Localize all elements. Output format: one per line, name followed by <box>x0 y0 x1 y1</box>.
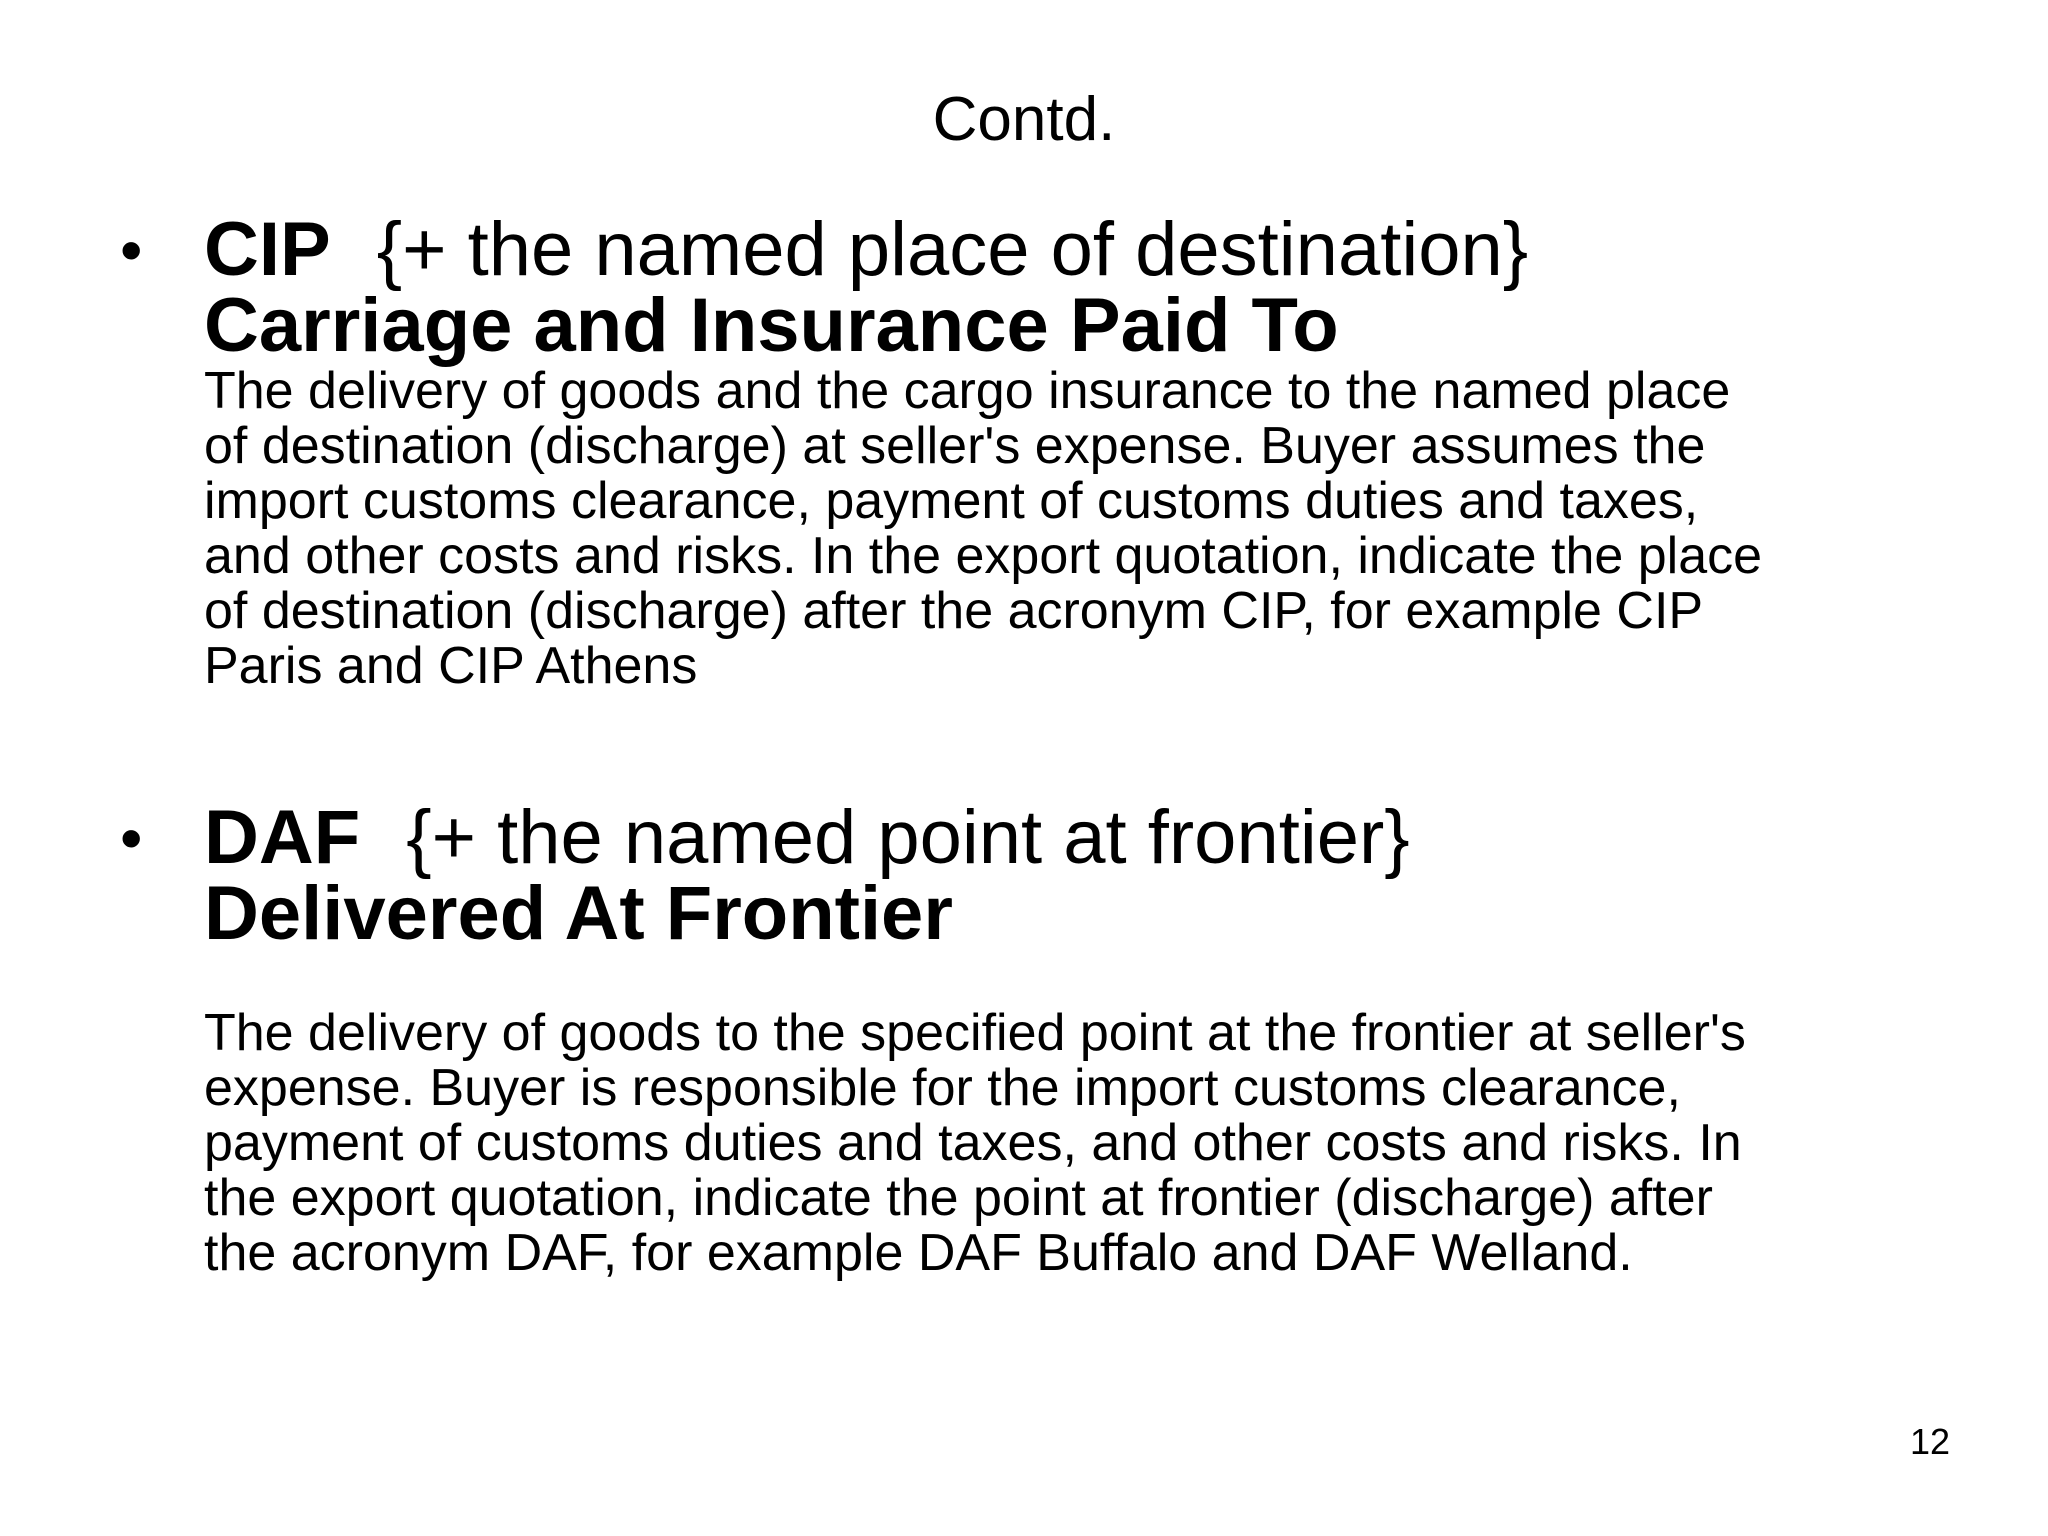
term-full-name: Carriage and Insurance Paid To <box>204 283 1339 368</box>
bullet-content <box>204 207 2024 695</box>
description-line: expense. Buyer is responsible for the import customs clearance, <box>204 1059 1681 1117</box>
term-code: DAF <box>204 795 361 880</box>
description-line: of destination (discharge) after the acronym CIP, for example CIP <box>204 582 1704 640</box>
bullet-content <box>204 795 2024 1282</box>
description-line: and other costs and risks. In the export quotation, indicate the place <box>204 527 1763 585</box>
description-line: of destination (discharge) at seller's expense. Buyer assumes the <box>204 417 1706 475</box>
term-description <box>204 1006 2024 1281</box>
description-line: payment of customs duties and taxes, and other costs and risks. In <box>204 1114 1742 1172</box>
bullet-dot: • <box>120 802 143 874</box>
term-full-name: Delivered At Frontier <box>204 871 953 956</box>
term-qualifier: {+ the named place of destination} <box>376 207 1529 292</box>
description-line: the acronym DAF, for example DAF Buffalo and DAF Welland. <box>204 1224 1633 1282</box>
description-line: import customs clearance, payment of customs duties and taxes, <box>204 472 1699 530</box>
description-line: The delivery of goods to the specified point at the frontier at seller's <box>204 1004 1746 1062</box>
page-number: 12 <box>1909 1421 1950 1462</box>
term-description <box>204 364 2024 694</box>
description-line: The delivery of goods and the cargo insurance to the named place <box>204 362 1731 420</box>
description-line: the export quotation, indicate the point at frontier (discharge) after <box>204 1169 1713 1227</box>
description-line: Paris and CIP Athens <box>204 637 698 695</box>
bullet-dot: • <box>120 214 143 286</box>
term-qualifier: {+ the named point at frontier} <box>406 795 1410 880</box>
term-heading <box>204 207 2024 292</box>
term-heading <box>204 795 2024 880</box>
slide-title: Contd. <box>932 85 1116 154</box>
term-code: CIP <box>204 207 331 292</box>
